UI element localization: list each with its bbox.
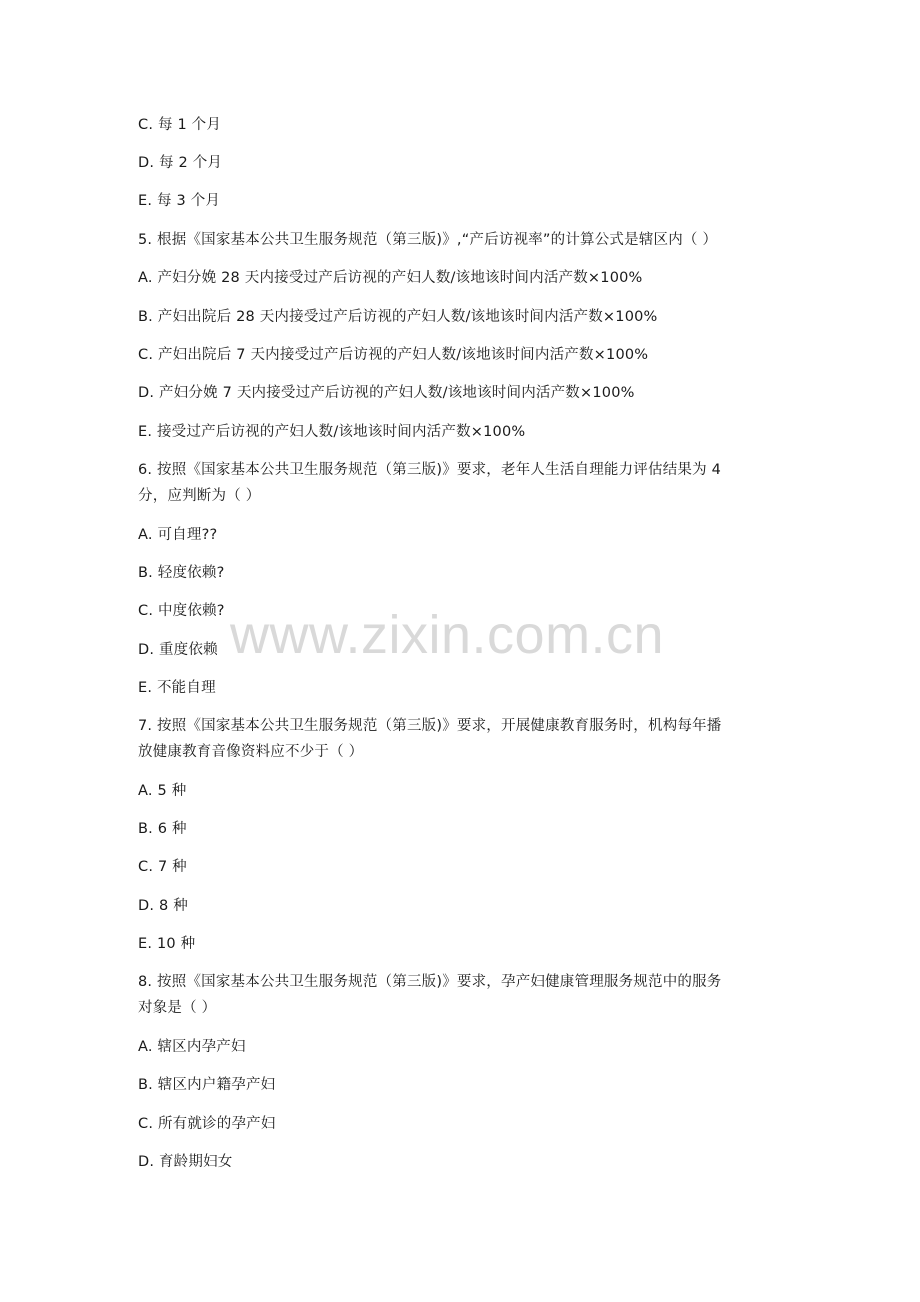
question-8-line-1: 8. 按照《国家基本公共卫生服务规范（第三版)》要求，孕产妇健康管理服务规范中的服务	[138, 974, 722, 990]
option-a-q8: A. 辖区内孕产妇	[138, 1039, 246, 1055]
option-d-q5: D. 产妇分娩 7 天内接受过产后访视的产妇人数/该地该时间内活产数×100%	[138, 385, 635, 401]
option-c-q6: C. 中度依赖?	[138, 603, 225, 619]
question-6-line-1: 6. 按照《国家基本公共卫生服务规范（第三版)》要求，老年人生活自理能力评估结果为 4	[138, 462, 722, 478]
option-a-q5: A. 产妇分娩 28 天内接受过产后访视的产妇人数/该地该时间内活产数×100%	[138, 270, 643, 286]
question-7-line-2: 放健康教育音像资料应不少于（ ）	[138, 744, 364, 760]
option-b-q5: B. 产妇出院后 28 天内接受过产后访视的产妇人数/该地该时间内活产数×100%	[138, 309, 658, 325]
question-5: 5. 根据《国家基本公共卫生服务规范（第三版)》,“产后访视率”的计算公式是辖区内（ ）	[138, 232, 718, 248]
option-e-q5: E. 接受过产后访视的产妇人数/该地该时间内活产数×100%	[138, 424, 526, 440]
option-b-q8: B. 辖区内户籍孕产妇	[138, 1077, 276, 1093]
option-e-q7: E. 10 种	[138, 936, 196, 952]
question-6-line-2: 分，应判断为（ ）	[138, 488, 261, 504]
option-d-q4: D. 每 2 个月	[138, 155, 223, 171]
option-e-q4: E. 每 3 个月	[138, 193, 221, 209]
option-c-q8: C. 所有就诊的孕产妇	[138, 1116, 276, 1132]
option-b-q6: B. 轻度依赖?	[138, 565, 225, 581]
question-8-line-2: 对象是（ ）	[138, 1000, 217, 1016]
option-d-q6: D. 重度依赖	[138, 642, 218, 658]
option-e-q6: E. 不能自理	[138, 680, 216, 696]
option-a-q6: A. 可自理??	[138, 527, 218, 543]
option-c-q7: C. 7 种	[138, 859, 187, 875]
option-a-q7: A. 5 种	[138, 783, 187, 799]
option-d-q7: D. 8 种	[138, 898, 188, 914]
option-b-q7: B. 6 种	[138, 821, 187, 837]
option-d-q8: D. 育龄期妇女	[138, 1154, 233, 1170]
question-7-line-1: 7. 按照《国家基本公共卫生服务规范（第三版)》要求，开展健康教育服务时，机构每年播	[138, 718, 722, 734]
watermark-text: www.zixin.com.cn	[230, 605, 665, 665]
option-c-q5: C. 产妇出院后 7 天内接受过产后访视的产妇人数/该地该时间内活产数×100%	[138, 347, 649, 363]
option-c-q4: C. 每 1 个月	[138, 117, 222, 133]
